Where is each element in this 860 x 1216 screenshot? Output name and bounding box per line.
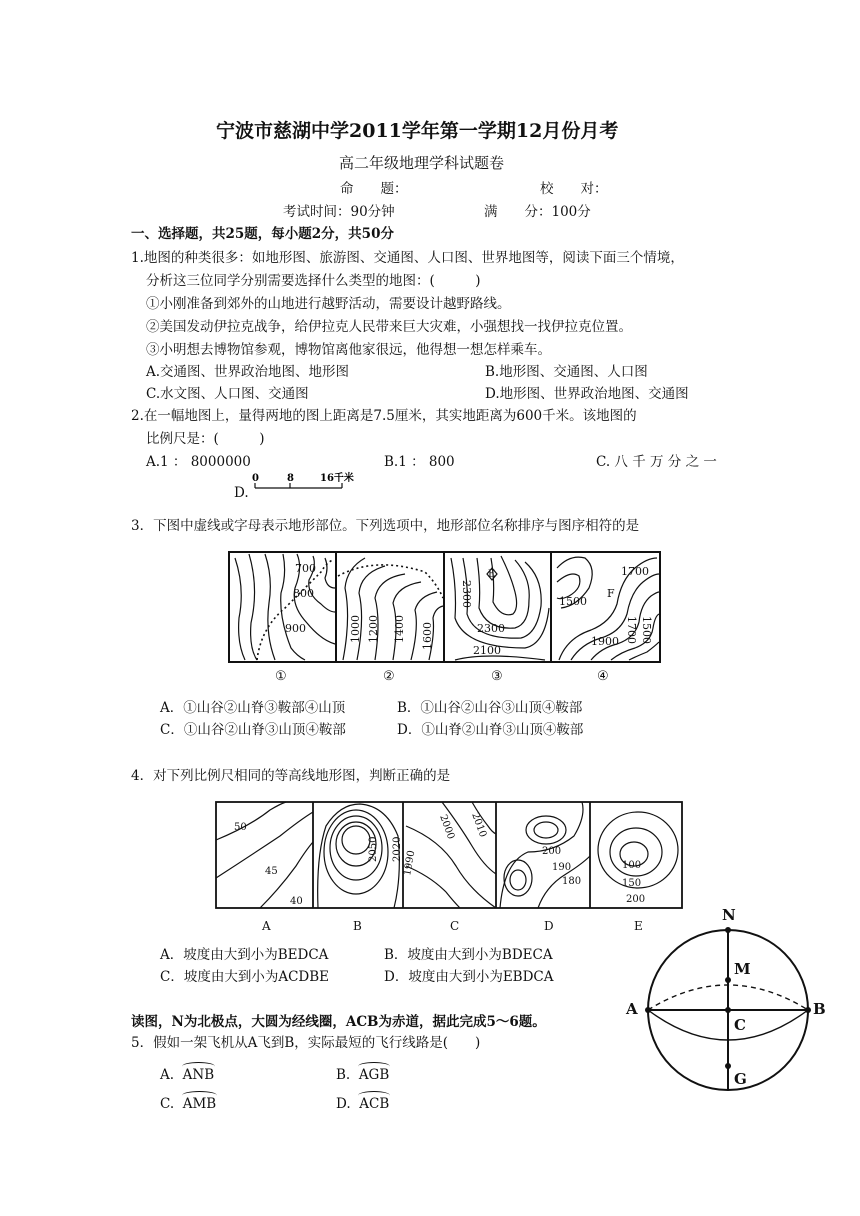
q5-option-b-arc: AGB	[358, 1067, 390, 1083]
q4-panel-a-label: A	[262, 919, 271, 933]
q4-contour-2010: 2010	[469, 811, 489, 839]
q5-option-c-arc: AMB	[182, 1096, 217, 1112]
contour-1700-b: 1700	[625, 616, 638, 644]
globe-label-c: C	[734, 1016, 746, 1034]
q4-contour-2000: 2000	[437, 813, 457, 841]
q2-option-b: B.1 ： 800	[384, 454, 455, 470]
q4-contour-200-e: 200	[626, 894, 646, 905]
q2-option-c: C. 八 千 万 分 之 一	[596, 454, 717, 470]
contour-900: 900	[285, 622, 306, 635]
contour-1200: 1200	[367, 615, 380, 643]
q4-option-b: B．坡度由大到小为BDECA	[384, 947, 553, 963]
q5-option-c-prefix: C.	[160, 1096, 175, 1112]
proof-label: 校 对：	[540, 181, 608, 197]
q5-stem: 5．假如一架飞机从A飞到B，实际最短的飞行线路是( )	[131, 1035, 481, 1051]
q5-option-b	[336, 1067, 389, 1083]
q5-option-a-arc: ANB	[182, 1067, 215, 1083]
q3-stem: 3．下图中虚线或字母表示地形部位。下列选项中，地形部位名称排序与图序相符的是	[131, 518, 640, 534]
q4-option-d: D．坡度由大到小为EBDCA	[384, 969, 554, 985]
contour-1400: 1400	[393, 615, 406, 643]
point-e: E	[488, 569, 496, 580]
q4-contour-190: 190	[552, 862, 572, 873]
contour-1500-a: 1500	[559, 595, 587, 608]
q4-contour-2020: 2020	[392, 836, 403, 862]
globe-diagram	[620, 900, 830, 1100]
q3-panel-4-label: ④	[597, 669, 609, 684]
q1-case1: ①小刚准备到郊外的山地进行越野活动，需要设计越野路线。	[146, 296, 511, 312]
scale-tick-0: 0	[252, 473, 259, 484]
q3-option-d: D．①山脊②山脊③山顶④鞍部	[397, 722, 584, 738]
q4-contour-200-d: 200	[542, 846, 562, 857]
q5-option-a-prefix: A.	[160, 1067, 175, 1083]
q4-panel-e-label: E	[634, 919, 643, 933]
q4-panel-b-label: B	[353, 919, 362, 933]
contour-1900: 1900	[591, 635, 619, 648]
q56-intro: 读图，N为北极点，大圆为经线圈，ACB为赤道，据此完成5～6题。	[131, 1014, 546, 1030]
q1-case2: ②美国发动伊拉克战争，给伊拉克人民带来巨大灾难，小强想找一找伊拉克位置。	[146, 319, 632, 335]
q4-stem: 4．对下列比例尺相同的等高线地形图，判断正确的是	[131, 768, 451, 784]
exam-subtitle: 高二年级地理学科试题卷	[339, 154, 505, 172]
q3-contour-figure	[225, 548, 665, 686]
q5-option-d-prefix: D.	[336, 1096, 351, 1112]
q1-case3: ③小明想去博物馆参观，博物馆离他家很远，他得想一想怎样乘车。	[146, 342, 551, 358]
q3-option-a: A．①山谷②山脊③鞍部④山顶	[160, 700, 346, 716]
globe-label-m: M	[734, 960, 751, 978]
scale-tick-16: 16千米	[320, 473, 354, 484]
author-label: 命 题：	[340, 181, 408, 197]
q4-contour-150: 150	[622, 878, 642, 889]
q5-option-c	[160, 1096, 216, 1112]
q4-contour-45: 45	[265, 866, 278, 877]
q5-option-d	[336, 1096, 389, 1112]
q2-stem-line1: 2.在一幅地图上，量得两地的图上距离是7.5厘米，其实地距离为600千米。该地图的	[131, 408, 637, 424]
q1-option-a: A.交通图、世界政治地图、地形图	[146, 364, 350, 380]
q1-stem-line1: 1.地图的种类很多：如地形图、旅游图、交通图、人口图、世界地图等，阅读下面三个情境，	[131, 250, 684, 266]
contour-2300-a: 2300	[460, 580, 473, 608]
globe-label-a: A	[626, 1000, 638, 1018]
q5-option-d-arc: ACB	[359, 1096, 390, 1112]
time-label: 考试时间：90分钟	[283, 204, 395, 220]
q4-option-c: C．坡度由大到小为ACDBE	[160, 969, 330, 985]
contour-1600: 1600	[421, 622, 434, 650]
contour-1500-b: 1500	[640, 616, 653, 644]
q3-panel-1-label: ①	[275, 669, 287, 684]
q1-option-b: B.地形图、交通图、人口图	[485, 364, 648, 380]
globe-label-n: N	[722, 906, 736, 924]
globe-label-g: G	[734, 1070, 747, 1088]
q4-contour-2050: 2050	[368, 836, 379, 862]
contour-800: 800	[293, 587, 314, 600]
contour-1700-a: 1700	[621, 565, 649, 578]
point-f: F	[607, 587, 615, 600]
scale-bar	[248, 470, 368, 496]
q2-stem-line2: 比例尺是：( )	[146, 431, 265, 447]
q3-option-b: B．①山谷②山谷③山顶④鞍部	[397, 700, 583, 716]
q2-option-a: A.1 ： 8000000	[146, 454, 251, 470]
section-heading: 一、选择题，共25题，每小题2分，共50分	[131, 226, 394, 242]
contour-2100: 2100	[473, 644, 501, 657]
q4-option-a: A．坡度由大到小为BEDCA	[160, 947, 329, 963]
q1-option-d: D.地形图、世界政治地图、交通图	[485, 386, 689, 402]
q4-contour-50: 50	[234, 822, 247, 833]
q2-option-d: D.	[234, 485, 249, 501]
contour-1000: 1000	[349, 615, 362, 643]
globe-label-b: B	[813, 1000, 826, 1018]
scale-tick-8: 8	[287, 473, 294, 484]
q4-contour-figure	[210, 796, 690, 938]
exam-title: 宁波市慈湖中学2011学年第一学期12月份月考	[216, 120, 619, 142]
contour-700: 700	[295, 562, 316, 575]
q4-panel-d-label: D	[544, 919, 554, 933]
q1-stem-line2: 分析这三位同学分别需要选择什么类型的地图：( )	[146, 273, 481, 289]
q3-panel-2-label: ②	[383, 669, 395, 684]
q4-contour-1990: 1990	[402, 849, 418, 877]
q4-contour-40: 40	[290, 896, 303, 907]
score-label: 满 分：100分	[484, 204, 591, 220]
q5-option-b-prefix: B.	[336, 1067, 351, 1083]
q1-option-c: C.水文图、人口图、交通图	[146, 386, 309, 402]
contour-2300-b: 2300	[477, 622, 505, 635]
q3-panel-3-label: ③	[491, 669, 503, 684]
q4-panel-c-label: C	[450, 919, 460, 933]
q4-contour-180: 180	[562, 876, 582, 887]
q3-option-c: C．①山谷②山脊③山顶④鞍部	[160, 722, 346, 738]
q4-contour-100: 100	[622, 860, 642, 871]
q5-option-a	[160, 1067, 214, 1083]
